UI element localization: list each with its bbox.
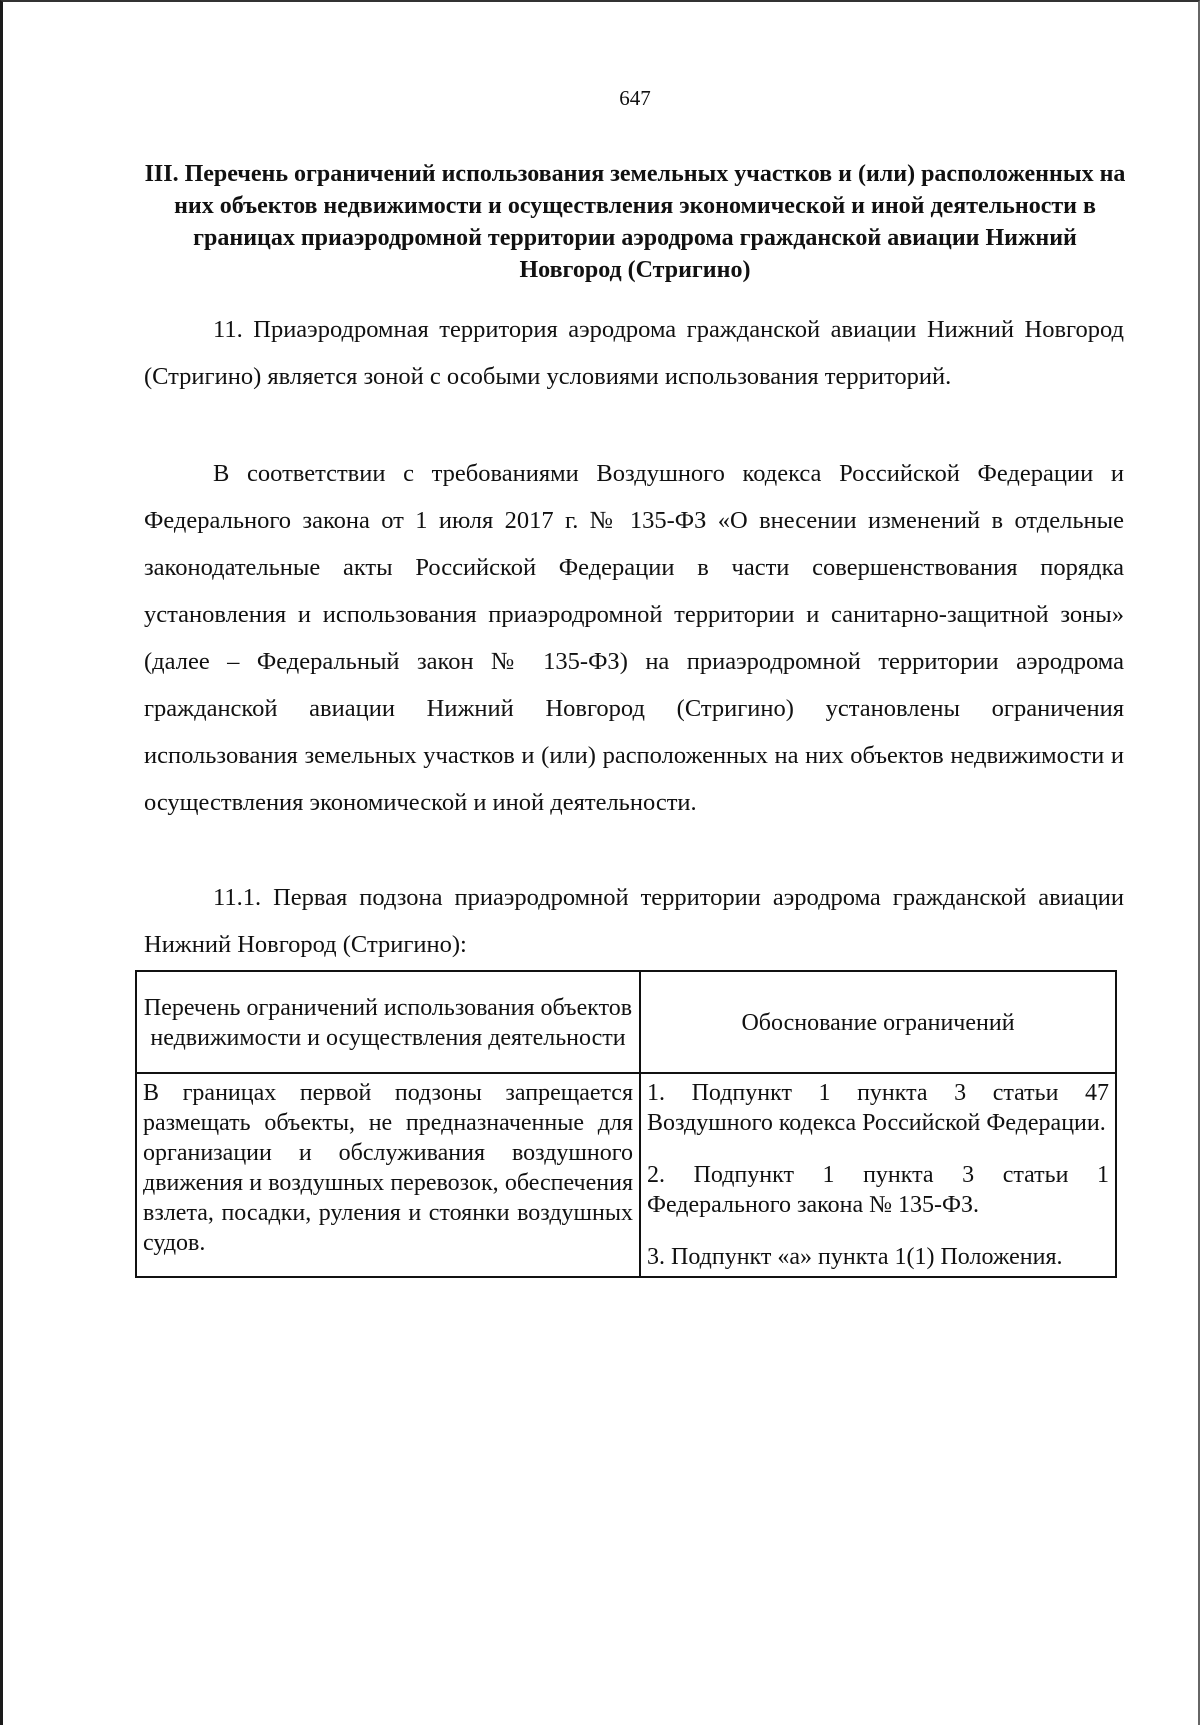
table-row bbox=[136, 1073, 1116, 1277]
section-heading: III. Перечень ограничений использования земельных участков и (или) расположенных на них объектов недвижимости и осуществления экономической и иной деятельности в границах приаэродромной территории аэродрома гражданской авиации Нижний Новгород (Стригино) bbox=[144, 161, 1126, 283]
header-restrictions-list: Перечень ограничений использования объектов недвижимости и осуществления деятельности bbox=[136, 971, 640, 1073]
basis-item-2: 2. Подпункт 1 пункта 3 статьи 1 Федерального закона № 135-ФЗ. bbox=[647, 1162, 1109, 1218]
basis-item-1: 1. Подпункт 1 пункта 3 статьи 47 Воздушного кодекса Российской Федерации. bbox=[647, 1080, 1109, 1136]
justification-cell bbox=[640, 1073, 1116, 1277]
table-header-row bbox=[136, 971, 1116, 1073]
restrictions-table bbox=[135, 970, 1117, 1278]
paragraph-legal-basis bbox=[144, 450, 1124, 826]
paragraph-11-text: 11. Приаэродромная территория аэродрома гражданской авиации Нижний Новгород (Стригино) является зоной с особыми условиями использования территорий. bbox=[144, 316, 1124, 390]
page-number: 647 bbox=[619, 86, 651, 110]
paragraph-11-1 bbox=[144, 874, 1124, 968]
restriction-cell: В границах первой подзоны запрещается размещать объекты, не предназначенные для организации и обслуживания воздушного движения и воздушных перевозок, обеспечения взлета, посадки, руления и стоянки воздушных судов. bbox=[136, 1073, 640, 1277]
paragraph-11 bbox=[144, 306, 1124, 400]
paragraph-legal-basis-text: В соответствии с требованиями Воздушного кодекса Российской Федерации и Федерального закона от 1 июля 2017 г. № 135-ФЗ «О внесении изменений в отдельные законодательные акты Российской Федерации в части совершенствования порядка установления и использования приаэродромной территории и санитарно-защитной зоны» (далее – Федеральный закон № 135-ФЗ) на приаэродромной территории аэродрома гражданской авиации Нижний Новгород (Стригино) установлены ограничения использования земельных участков и (или) расположенных на них объектов недвижимости и осуществления экономической и иной деятельности. bbox=[144, 460, 1124, 816]
paragraph-11-1-text: 11.1. Первая подзона приаэродромной территории аэродрома гражданской авиации Нижний Новгород (Стригино): bbox=[144, 884, 1124, 958]
basis-item-3: 3. Подпункт «а» пункта 1(1) Положения. bbox=[647, 1244, 1063, 1270]
header-justification: Обоснование ограничений bbox=[640, 971, 1116, 1073]
